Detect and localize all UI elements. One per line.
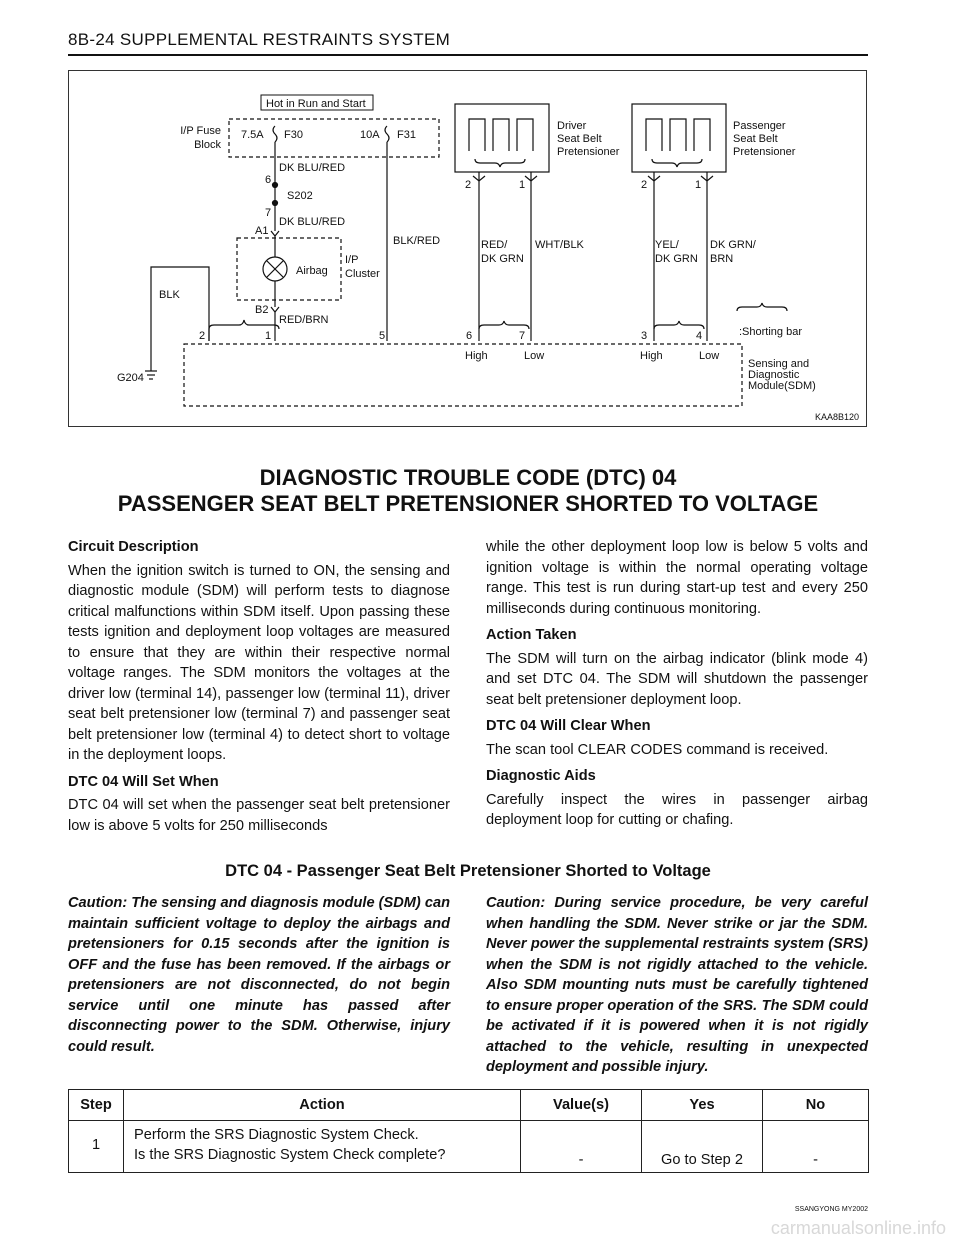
step-action-line-1: Perform the SRS Diagnostic System Check. [134, 1127, 419, 1143]
step-values: - [521, 1121, 642, 1173]
step-yes: Go to Step 2 [642, 1121, 763, 1173]
wire-red-brn: RED/BRN [279, 314, 329, 326]
conn-a1: A1 [255, 225, 269, 237]
ip-cluster-label-2: Cluster [345, 268, 380, 280]
step-no: - [763, 1121, 869, 1173]
diagnostic-steps-table [68, 1089, 869, 1173]
ip-cluster-label-1: I/P [345, 254, 359, 266]
action-text: The SDM will turn on the airbag indicator (blink mode 4) and set DTC 04. The SDM will shutdown the passenger seat belt pretensioner deployment loop. [486, 650, 868, 708]
wire-wht-blk: WHT/BLK [535, 239, 584, 251]
high-2: High [640, 350, 663, 362]
clear-text: The scan tool CLEAR CODES command is received. [486, 741, 829, 758]
step-action-line-2: Is the SRS Diagnostic System Check complete? [134, 1147, 446, 1163]
set-text-cont: while the other deployment loop low is below 5 volts and ignition voltage is within the normal operating voltage range. This test is run during start-up test and every 250 milliseconds during continuous monitoring. [486, 539, 868, 617]
airbag-lamp-label: Airbag [296, 265, 328, 277]
header-yes: Yes [642, 1090, 763, 1121]
sdm-pin-5: 5 [379, 330, 386, 342]
high-1: High [465, 350, 488, 362]
wire-dk-blu-red-1: DK BLU/RED [279, 162, 346, 174]
sdm-label-3: Module(SDM) [748, 380, 816, 392]
caution-left: Caution: The sensing and diagnosis module (SDM) can maintain sufficient voltage to deploy the airbags and pretensioners for 0.15 seconds after the ignition is OFF and the fuse has been removed. If the airbags or pretensioners are not disconnected, do not begin service until one minute has passed after disconnecting power to the SDM. Otherwise, injury could result. [68, 895, 450, 1055]
splice-label: S202 [287, 190, 313, 202]
set-heading: DTC 04 Will Set When [68, 773, 219, 790]
fuse-block-label-1: I/P Fuse [180, 125, 221, 137]
pass-pin-2: 2 [641, 179, 648, 191]
procedure-subtitle: DTC 04 - Passenger Seat Belt Pretensioner Shorted to Voltage [225, 862, 711, 880]
sdm-pin-6: 6 [466, 330, 473, 342]
sdm-pin-1: 1 [265, 330, 272, 342]
sdm-pin-4: 4 [696, 330, 703, 342]
wiring-diagram [68, 70, 867, 427]
driver-pin-1: 1 [519, 179, 526, 191]
right-column [486, 537, 868, 837]
header-no: No [763, 1090, 869, 1121]
wire-dk-blu-red-2: DK BLU/RED [279, 216, 346, 228]
ground-label: G204 [117, 372, 144, 384]
pin-7: 7 [265, 207, 272, 219]
driver-module-1: Driver [557, 120, 587, 132]
header-values: Value(s) [521, 1090, 642, 1121]
fuse1-rating: 7.5A [241, 129, 264, 141]
passenger-module-2: Seat Belt [733, 133, 778, 145]
page-footer: SSANGYONG MY2002 [794, 1206, 868, 1213]
wiring-diagram-svg [69, 71, 866, 426]
header-rule [68, 54, 868, 56]
set-text: DTC 04 will set when the passenger seat belt pretensioner low is above 5 volts for 250 milliseconds [68, 797, 450, 834]
low-2: Low [699, 350, 720, 362]
action-heading: Action Taken [486, 627, 577, 643]
driver-module-2: Seat Belt [557, 133, 602, 145]
header-action: Action [124, 1090, 521, 1121]
wire-blk: BLK [159, 289, 180, 301]
wire-red-dkgrn-1: RED/ [481, 239, 508, 251]
driver-module-3: Pretensioner [557, 146, 620, 158]
shorting-bar-label: :Shorting bar [739, 326, 802, 338]
wire-yel-dkgrn-1: YEL/ [655, 239, 679, 251]
wire-yel-dkgrn-2: DK GRN [655, 253, 698, 265]
wire-red-dkgrn-2: DK GRN [481, 253, 524, 265]
passenger-module-3: Pretensioner [733, 146, 796, 158]
passenger-module-1: Passenger [733, 120, 786, 132]
circuit-heading: Circuit Description [68, 539, 199, 555]
low-1: Low [524, 350, 545, 362]
circuit-text: When the ignition switch is turned to ON, the sensing and diagnostic module (SDM) will perform tests to diagnose critical malfunctions within SDM itself. Upon passing these tests ignition and deployment loop voltages are measured to ensure that they are within their respective normal voltage ranges. The SDM monitors the voltages at the driver low (terminal 14), passenger low (terminal 11), driver seat belt pretensioner low (terminal 7) and passenger seat belt pretensioner low (terminal 4) to detect short to voltage in the deployment loops. [68, 562, 450, 763]
sdm-pin-3: 3 [641, 330, 648, 342]
sdm-label-1: Sensing and [748, 358, 810, 370]
title-line-2: PASSENGER SEAT BELT PRETENSIONER SHORTED TO VOLTAGE [117, 491, 819, 516]
caution-right: Caution: During service procedure, be very careful when handling the SDM. Never strike or jar the SDM. Never power the supplemental restraints system (SRS) when the SDM is not rigidly attached to the vehicle. Also SDM mounting nuts must be carefully tightened to ensure proper operation of the SRS. The SDM could be activated if it is powered when it is not rigidly attached to the vehicle, resulting in unexpected deployment and possible injury. [486, 895, 868, 1075]
fuse-block-label-2: Block [194, 139, 221, 151]
title-line-1: DIAGNOSTIC TROUBLE CODE (DTC) 04 [259, 465, 677, 490]
pass-pin-1: 1 [695, 179, 702, 191]
table-row [69, 1121, 869, 1173]
conn-b2: B2 [255, 304, 269, 316]
aids-text: Carefully inspect the wires in passenger airbag deployment loop for cutting or chafing. [486, 791, 868, 828]
header-step: Step [69, 1090, 124, 1121]
figure-id: KAA8B120 [814, 412, 859, 422]
wire-blk-red: BLK/RED [393, 235, 441, 247]
hot-label: Hot in Run and Start [266, 98, 366, 110]
wire-dkgrn-brn-2: BRN [710, 253, 734, 265]
step-action [124, 1121, 521, 1173]
step-number: 1 [69, 1121, 124, 1173]
sdm-label-2: Diagnostic [748, 369, 800, 381]
sdm-pin-7: 7 [519, 330, 526, 342]
watermark: carmanualsonline.info [770, 1218, 946, 1238]
pin-6: 6 [265, 174, 272, 186]
table-header-row [69, 1090, 869, 1121]
fuse2-name: F31 [397, 129, 416, 141]
left-column [68, 537, 450, 842]
driver-pin-2: 2 [465, 179, 472, 191]
aids-heading: Diagnostic Aids [486, 768, 596, 784]
fuse1-name: F30 [284, 129, 303, 141]
fuse2-rating: 10A [360, 129, 380, 141]
page-header: 8B-24 SUPPLEMENTAL RESTRAINTS SYSTEM [68, 30, 451, 49]
clear-heading: DTC 04 Will Clear When [486, 718, 651, 734]
wire-dkgrn-brn-1: DK GRN/ [710, 239, 756, 251]
sdm-pin-2: 2 [199, 330, 206, 342]
